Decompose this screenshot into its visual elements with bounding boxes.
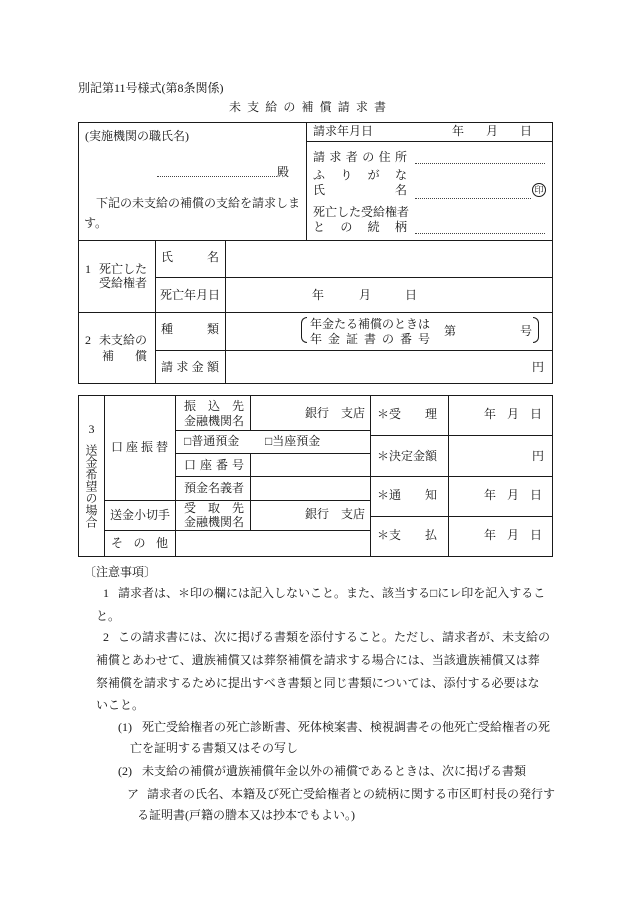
honorific: 殿: [277, 165, 290, 179]
death-date-month-unit: 月: [359, 288, 372, 302]
note-1-line-2: と。: [96, 609, 121, 623]
notes-heading: 〔注意事項〕: [84, 565, 157, 579]
pension-note-line-2: 年金証書の番号: [310, 332, 430, 346]
receipt-year-unit: 年: [484, 407, 497, 421]
decided-amount-unit: 円: [532, 449, 545, 463]
left-bracket: [301, 317, 307, 343]
request-date-month-unit: 月: [486, 124, 499, 138]
note-2-2-a-line-2: る証明書(戸籍の謄本又は抄本でもよい。): [137, 808, 355, 822]
notice-day-unit: 日: [530, 488, 543, 502]
notice-year-unit: 年: [484, 488, 497, 502]
notice-asterisk: ＊: [377, 488, 390, 502]
receiving-bank-label-line-1: 受取先: [184, 501, 244, 515]
decided-amount-label: 決定金額: [389, 449, 438, 463]
furigana-label: ふりがな: [313, 168, 407, 182]
account-transfer-label: 口座振替: [111, 440, 168, 454]
note-2-2-line-1: 未支給の補償が遺族補償年金以外の補償であるときは、次に掲げる書類: [142, 764, 527, 778]
note-2-number: 2: [103, 630, 109, 644]
request-date-day-unit: 日: [520, 124, 533, 138]
request-text-line-2: す。: [84, 216, 108, 230]
account-number-label: 口座番号: [184, 458, 244, 472]
deceased-section-number: 1: [85, 262, 91, 276]
transfer-bank-suffix: 銀行: [305, 406, 330, 420]
name-dotted-line: [415, 198, 531, 199]
seal-mark: 印: [532, 183, 546, 197]
amount-currency: 円: [532, 360, 545, 374]
death-date-day-unit: 日: [405, 288, 418, 302]
compensation-section-cell: [78, 312, 156, 384]
pension-number-prefix: 第: [444, 324, 457, 338]
amount-label: 請求金額: [161, 360, 219, 374]
note-2-line-4: いこと。: [96, 698, 145, 712]
deceased-section-label-line-2: 受給権者: [99, 276, 148, 290]
note-2-2-a-line-1: 請求者の氏名、本籍及び死亡受給権者との続柄に関する市区町村長の発行す: [147, 787, 556, 801]
receipt-month-unit: 月: [507, 407, 520, 421]
decided-amount-asterisk: ＊: [377, 449, 390, 463]
applicant-name-label: 氏名: [313, 183, 407, 197]
payment-year-unit: 年: [484, 528, 497, 542]
amount-value-cell: [225, 350, 553, 384]
notice-label: 通知: [389, 488, 437, 502]
receipt-day-unit: 日: [530, 407, 543, 421]
ordinary-deposit-option: □普通預金: [184, 434, 240, 448]
transfer-bank-label-line-1: 振込先: [184, 399, 244, 413]
receipt-label: 受理: [389, 407, 437, 421]
deceased-name-label: 氏名: [161, 250, 219, 264]
pension-number-suffix: 号: [520, 324, 533, 338]
note-2-1-line-1: 死亡受給権者の死亡診断書、死体検案書、検視調書その他死亡受給権者の死: [142, 720, 551, 734]
note-2-line-1: この請求書には、次に掲げる書類を添付すること。ただし、請求者が、未支給の: [118, 630, 551, 644]
account-holder-value-cell: [250, 476, 371, 501]
notice-month-unit: 月: [507, 488, 520, 502]
address-dotted-line: [415, 163, 545, 164]
note-2-line-3: 祭補償を請求するために提出すべき書類と同じ書類については、添付する必要はな: [96, 676, 540, 690]
check-label: 送金小切手: [110, 508, 171, 522]
note-1-number: 1: [103, 586, 109, 600]
other-label: その他: [111, 536, 168, 550]
form-number: 別記第11号様式(第8条関係): [78, 81, 224, 95]
current-deposit-option: □当座預金: [265, 434, 321, 448]
death-date-value-cell: [225, 277, 553, 313]
death-date-year-unit: 年: [312, 288, 325, 302]
request-date-year-unit: 年: [452, 124, 465, 138]
note-2-line-2: 補償とあわせて、遺族補償又は葬祭補償を請求する場合には、当該遺族補償又は葬: [96, 653, 540, 667]
account-number-value-cell: [250, 453, 371, 477]
death-date-label: 死亡年月日: [160, 288, 221, 302]
compensation-section-number: 2: [85, 333, 91, 347]
compensation-section-label-line-2: 補償: [102, 349, 147, 363]
right-bracket: [533, 317, 539, 343]
note-2-1-number: (1): [118, 720, 132, 734]
type-label: 種類: [161, 322, 219, 336]
receiving-bank-suffix: 銀行: [305, 507, 330, 521]
receiving-bank-label-line-2: 金融機関名: [184, 515, 245, 529]
deceased-name-value-cell: [225, 240, 553, 278]
pension-note-line-1: 年金たる補償のときは: [310, 317, 431, 331]
relationship-label-line-1: 死亡した受給権者: [313, 205, 410, 219]
request-text-line-1: 下記の未支給の補償の支給を請求しま: [96, 196, 301, 210]
receipt-asterisk: ＊: [377, 407, 390, 421]
note-2-2-a-number: ア: [127, 787, 140, 801]
note-1-line-1: 請求者は、＊印の欄には記入しないこと。また、該当する□にレ印を記入するこ: [118, 586, 546, 600]
note-2-2-number: (2): [118, 764, 132, 778]
transfer-branch-suffix: 支店: [341, 406, 366, 420]
transfer-bank-label-line-2: 金融機関名: [184, 414, 245, 428]
request-date-label: 請求年月日: [313, 124, 374, 138]
receiving-branch-suffix: 支店: [341, 507, 366, 521]
remittance-section-number: 3: [88, 422, 95, 436]
payment-label: 支払: [389, 528, 437, 542]
account-holder-label: 預金名義者: [184, 481, 245, 495]
compensation-section-label-line-1: 未支給の: [99, 333, 148, 347]
address-label: 請求者の住所: [313, 150, 407, 164]
remittance-section-label: 送金希望の場合: [84, 444, 98, 528]
addressee-label: (実施機関の職氏名): [85, 129, 189, 143]
relationship-label-line-2: との続柄: [313, 220, 407, 234]
form-title: 未支給の補償請求書: [229, 100, 386, 114]
payment-month-unit: 月: [507, 528, 520, 542]
payment-day-unit: 日: [530, 528, 543, 542]
deceased-section-label-line-1: 死亡した: [99, 262, 148, 276]
note-2-1-line-2: 亡を証明する書類又はその写し: [130, 741, 299, 755]
payment-asterisk: ＊: [377, 528, 390, 542]
relationship-dotted-line: [415, 233, 545, 234]
addressee-dotted-line: [157, 176, 277, 177]
other-value-cell: [175, 530, 371, 557]
